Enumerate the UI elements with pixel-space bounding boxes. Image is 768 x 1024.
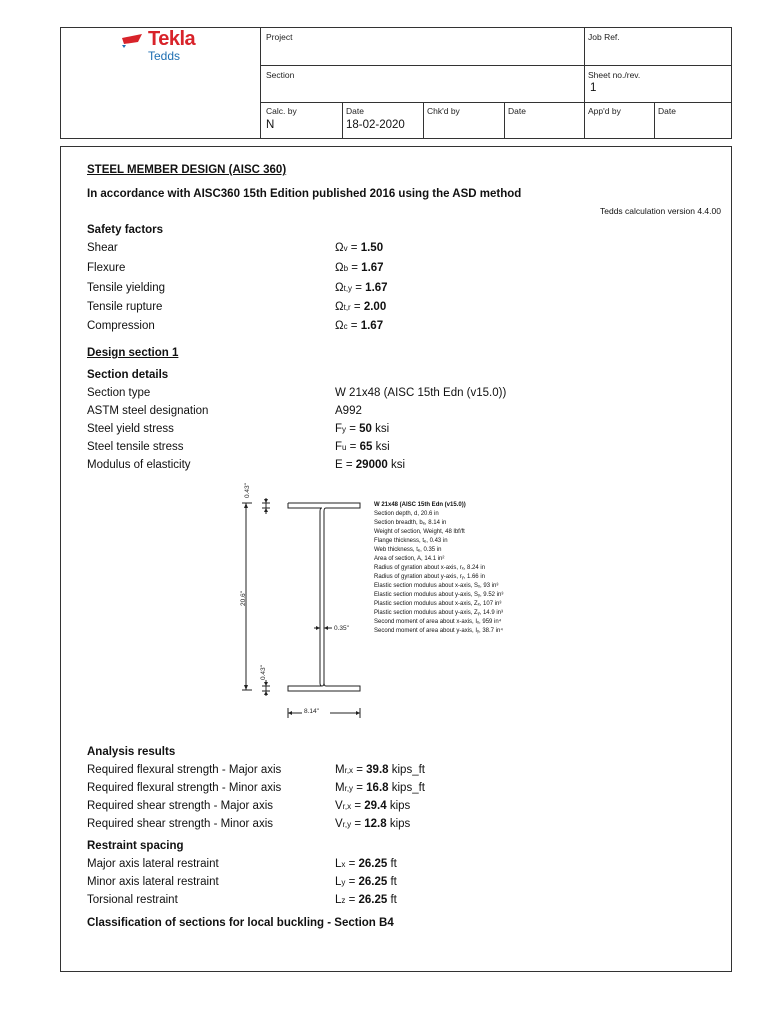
dim-breadth: 8.14": [304, 708, 319, 715]
safety-label: Flexure: [87, 262, 126, 274]
doc-title: STEEL MEMBER DESIGN (AISC 360): [87, 164, 287, 176]
doc-version: Tedds calculation version 4.4.00: [600, 206, 721, 216]
safety-label: Tensile yielding: [87, 282, 165, 294]
restraint-label: Torsional restraint: [87, 894, 178, 906]
dim-depth: 20.6": [240, 591, 247, 606]
prop-line: Second moment of area about y-axis, Iᵧ, 38.7 in⁴: [374, 628, 503, 634]
doc-subtitle: In accordance with AISC360 15th Edition published 2016 using the ASD method: [87, 188, 522, 200]
ibeam-diagram: [230, 478, 370, 728]
detail-value: W 21x48 (AISC 15th Edn (v15.0)): [335, 387, 507, 399]
restraint-heading: Restraint spacing: [87, 840, 184, 852]
detail-value: A992: [335, 405, 362, 417]
calcby-value: N: [266, 119, 275, 131]
restraint-label: Minor axis lateral restraint: [87, 876, 219, 888]
safety-value: Ωb = 1.67: [335, 262, 384, 274]
sheet-label: Sheet no./rev.: [588, 70, 641, 80]
stress-value: Fu = 65 ksi: [335, 441, 390, 453]
prop-line: Web thickness, tₑ, 0.35 in: [374, 547, 442, 553]
analysis-label: Required flexural strength - Minor axis: [87, 782, 282, 794]
date-label: Date: [346, 106, 364, 116]
date2-label: Date: [508, 106, 526, 116]
restraint-value: Lz = 26.25 ft: [335, 894, 397, 906]
dim-flange-bottom: 0.43": [260, 665, 267, 680]
analysis-heading: Analysis results: [87, 746, 176, 758]
stress-label: Modulus of elasticity: [87, 459, 191, 471]
prop-line: Weight of section, Weight, 48 lbf/ft: [374, 529, 465, 535]
prop-line: Elastic section modulus about y-axis, Sᵧ, 9.52 in³: [374, 592, 504, 598]
section-details-heading: Section details: [87, 369, 169, 381]
detail-label: ASTM steel designation: [87, 405, 209, 417]
classification-heading: Classification of sections for local buckling - Section B4: [87, 917, 394, 929]
dim-flange-top: 0.43": [244, 483, 251, 498]
prop-line: Plastic section modulus about x-axis, Zₓ, 107 in³: [374, 601, 502, 607]
logo-product: Tedds: [148, 49, 181, 63]
safety-label: Compression: [87, 320, 155, 332]
stress-value: E = 29000 ksi: [335, 459, 406, 471]
prop-line: Section depth, d, 20.6 in: [374, 511, 439, 517]
safety-value: Ωc = 1.67: [335, 320, 384, 332]
safety-value: Ωt,r = 2.00: [335, 301, 387, 313]
analysis-label: Required flexural strength - Major axis: [87, 764, 282, 776]
project-label: Project: [266, 32, 293, 42]
sheet-value: 1: [590, 82, 597, 94]
analysis-value: Vr,x = 29.4 kips: [335, 800, 411, 812]
safety-label: Shear: [87, 242, 118, 254]
safety-value: Ωt,y = 1.67: [335, 282, 388, 294]
prop-line: Area of section, A, 14.1 in²: [374, 556, 445, 562]
prop-line: Flange thickness, tₑ, 0.43 in: [374, 538, 448, 544]
safety-label: Tensile rupture: [87, 301, 163, 313]
analysis-label: Required shear strength - Major axis: [87, 800, 273, 812]
prop-line: Plastic section modulus about y-axis, Zᵧ, 14.9 in³: [374, 610, 503, 616]
logo-brand: Tekla: [148, 28, 196, 50]
stress-value: Fy = 50 ksi: [335, 423, 390, 435]
prop-line: Elastic section modulus about x-axis, Sₓ, 93 in³: [374, 583, 499, 589]
prop-line: Second moment of area about x-axis, Iₓ, 959 in⁴: [374, 619, 502, 625]
safety-heading: Safety factors: [87, 224, 164, 236]
analysis-value: Mr,y = 16.8 kips_ft: [335, 782, 425, 794]
prop-line: Section breadth, bₑ, 8.14 in: [374, 520, 447, 526]
prop-line: Radius of gyration about x-axis, rₓ, 8.24 in: [374, 565, 486, 571]
tekla-mark-icon: [120, 32, 146, 48]
detail-label: Section type: [87, 387, 151, 399]
analysis-value: Mr,x = 39.8 kips_ft: [335, 764, 425, 776]
date-value: 18-02-2020: [346, 119, 405, 131]
chkby-label: Chk'd by: [427, 106, 460, 116]
safety-value: Ωv = 1.50: [335, 242, 384, 254]
restraint-label: Major axis lateral restraint: [87, 858, 219, 870]
stress-label: Steel yield stress: [87, 423, 174, 435]
appby-label: App'd by: [588, 106, 621, 116]
date3-label: Date: [658, 106, 676, 116]
restraint-value: Lx = 26.25 ft: [335, 858, 397, 870]
dim-web: 0.35": [334, 625, 349, 632]
analysis-label: Required shear strength - Minor axis: [87, 818, 273, 830]
stress-label: Steel tensile stress: [87, 441, 184, 453]
restraint-value: Ly = 26.25 ft: [335, 876, 397, 888]
props-title: W 21x48 (AISC 15th Edn (v15.0)): [374, 502, 466, 508]
jobref-label: Job Ref.: [588, 32, 620, 42]
ibeam-outline: [288, 503, 360, 691]
analysis-value: Vr,y = 12.8 kips: [335, 818, 411, 830]
section-label: Section: [266, 70, 295, 80]
prop-line: Radius of gyration about y-axis, rᵧ, 1.66 in: [374, 574, 485, 580]
calcby-label: Calc. by: [266, 106, 297, 116]
design-section-heading: Design section 1: [87, 347, 179, 359]
